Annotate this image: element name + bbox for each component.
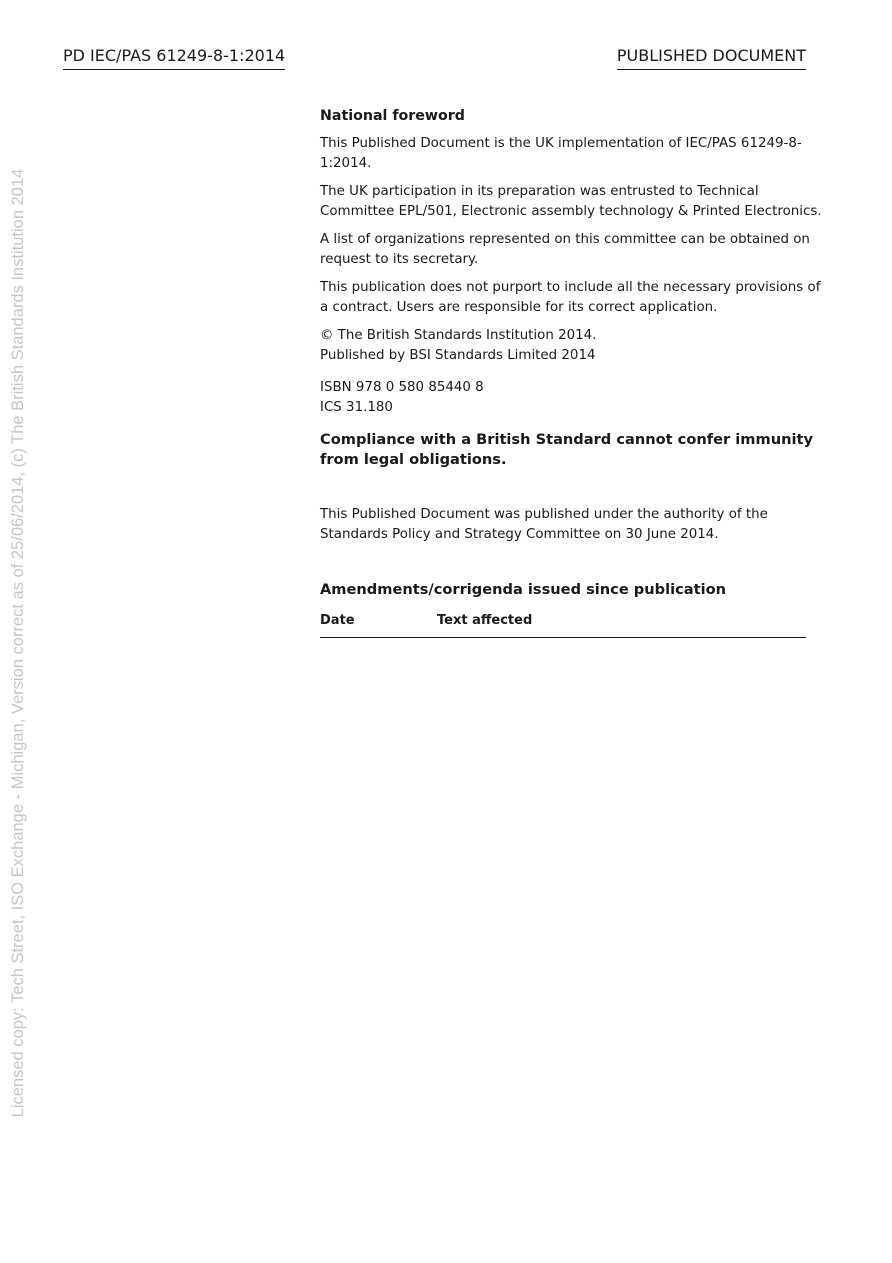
identifier-block (320, 378, 830, 418)
date-column-header: Date (320, 613, 355, 628)
amendments-heading: Amendments/corrigenda issued since publication (320, 581, 726, 598)
copyright-block (320, 326, 830, 366)
foreword-paragraph: This Published Document is the UK implementation of IEC/PAS 61249-8-1:2014. (320, 136, 802, 171)
foreword-heading: National foreword (320, 108, 465, 124)
ics-line: ICS 31.180 (320, 400, 393, 415)
foreword-paragraph: The UK participation in its preparation was entrusted to Technical Committee EPL/501, Electronic assembly technology & Printed Electronics. (320, 184, 822, 219)
foreword-paragraph: This publication does not purport to include all the necessary provisions of a contract. Users are responsible for its correct application. (320, 280, 821, 315)
text-affected-column-header: Text affected (437, 613, 533, 628)
foreword-content (320, 106, 830, 638)
license-watermark: Licensed copy: Tech Street, ISO Exchange - Michigan, Version correct as of 25/06/2014, (c) The British Standards Institution 2014 (9, 168, 27, 1118)
compliance-notice: Compliance with a British Standard cannot confer immunity from legal obligations. (320, 431, 813, 468)
document-id-header: PD IEC/PAS 61249-8-1:2014 (63, 46, 285, 70)
foreword-paragraph: A list of organizations represented on this committee can be obtained on request to its secretary. (320, 232, 810, 267)
amendments-table-header (320, 611, 806, 638)
copyright-line: © The British Standards Institution 2014. (320, 328, 597, 343)
isbn-line: ISBN 978 0 580 85440 8 (320, 380, 484, 395)
authority-statement: This Published Document was published under the authority of the Standards Policy and Strategy Committee on 30 June 2014. (320, 507, 768, 542)
publisher-line: Published by BSI Standards Limited 2014 (320, 348, 596, 363)
document-type-header: PUBLISHED DOCUMENT (617, 46, 806, 70)
